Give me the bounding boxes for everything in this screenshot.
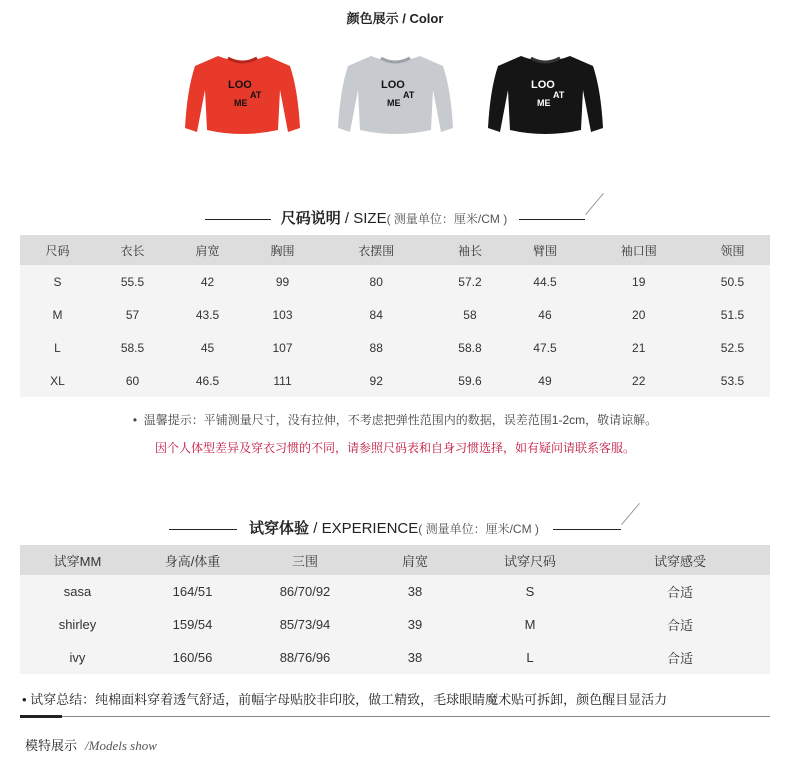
section-divider	[20, 716, 770, 717]
experience-header-cell: 肩宽	[401, 553, 428, 569]
header-left-line	[205, 219, 271, 220]
size-title-cn: 尺码说明	[280, 210, 341, 227]
table-cell: M	[524, 617, 536, 632]
section-divider-accent	[20, 715, 62, 718]
size-note	[0, 411, 790, 428]
black-sweater-image	[483, 50, 608, 140]
experience-title-cn: 试穿体验	[249, 520, 310, 537]
table-cell: 57	[125, 307, 140, 322]
table-cell: 55.5	[120, 274, 145, 289]
svg-text:AT: AT	[403, 90, 415, 100]
table-cell: 43.5	[195, 307, 220, 322]
size-header-cell: 肩宽	[195, 243, 220, 258]
svg-text:LOO: LOO	[228, 79, 252, 91]
size-warning: 因个人体型差异及穿衣习惯的不同，请参照尺码表和自身习惯选择，如有疑问请联系客服。	[154, 441, 635, 455]
table-cell: 99	[275, 274, 290, 289]
experience-section-header	[0, 517, 790, 538]
size-header-cell: 领围	[720, 243, 745, 258]
table-cell: 合适	[666, 651, 693, 666]
table-cell: 42	[200, 274, 215, 289]
svg-text:AT: AT	[250, 90, 262, 100]
table-cell: S	[53, 274, 62, 289]
table-cell: 58.5	[120, 340, 145, 355]
table-cell: 38	[407, 650, 423, 665]
table-cell: 60	[125, 373, 140, 388]
size-header-cell: 衣摆围	[358, 243, 395, 258]
models-title-en: /Models show	[85, 738, 157, 753]
table-cell: 39	[407, 617, 423, 632]
table-cell: shirley	[58, 617, 97, 632]
svg-text:ME: ME	[234, 98, 248, 108]
header-right-line	[553, 529, 621, 530]
experience-header-cell: 试穿MM	[53, 553, 102, 569]
bullet-icon: •	[132, 413, 144, 427]
table-cell: 164/51	[172, 584, 213, 599]
experience-table	[20, 545, 770, 674]
table-cell: 107	[272, 340, 293, 355]
size-header-cell: 尺码	[45, 243, 70, 258]
table-cell: M	[52, 307, 63, 322]
table-cell: 58	[463, 307, 477, 322]
size-header-cell: 臂围	[532, 243, 557, 258]
experience-title-en: / EXPERIENCE	[309, 520, 419, 537]
table-cell: 52.5	[720, 340, 745, 355]
table-cell: L	[54, 340, 61, 355]
table-cell: 合适	[666, 618, 693, 633]
size-header-cell: 胸围	[270, 243, 295, 258]
table-cell: 22	[632, 373, 646, 388]
size-note-text: 温馨提示：平铺测量尺寸，没有拉伸，不考虑把弹性范围内的数据，误差范围1-2cm，敬请谅解。	[143, 413, 658, 427]
table-cell: XL	[50, 373, 65, 388]
table-cell: 51.5	[720, 307, 745, 322]
table-cell: S	[525, 584, 535, 599]
table-cell: 103	[272, 307, 293, 322]
table-cell: 59.6	[458, 373, 482, 388]
size-header-cell: 袖口围	[620, 243, 657, 258]
size-table	[20, 235, 770, 397]
table-cell: 38	[407, 584, 423, 599]
table-cell: sasa	[63, 584, 92, 599]
table-cell: 46.5	[195, 373, 220, 388]
experience-unit: ( 测量单位：厘米/CM )	[418, 522, 539, 536]
table-cell: 84	[369, 307, 383, 322]
bullet-icon: •	[22, 692, 31, 707]
svg-text:LOO: LOO	[531, 79, 555, 91]
experience-header-cell: 试穿感受	[653, 553, 706, 569]
table-cell: 45	[200, 340, 215, 355]
header-left-line	[169, 529, 237, 530]
table-cell: 159/54	[172, 617, 213, 632]
svg-text:AT: AT	[553, 90, 565, 100]
table-cell: 47.5	[533, 340, 557, 355]
table-cell: 53.5	[720, 373, 745, 388]
experience-summary-text: 试穿总结：纯棉面料穿着透气舒适，前幅字母贴胶非印胶，做工精致，毛球眼睛魔术贴可拆卸，颜色醒目显活力	[30, 692, 668, 707]
svg-text:LOO: LOO	[381, 79, 405, 91]
table-cell: 111	[273, 373, 292, 388]
table-cell: 80	[369, 274, 383, 289]
table-cell: 合适	[666, 585, 693, 600]
grey-sweater-image	[333, 50, 458, 140]
table-row	[20, 265, 770, 298]
table-row	[20, 364, 770, 397]
table-cell: 58.8	[458, 340, 482, 355]
size-section-header	[0, 207, 790, 228]
red-sweater-image	[180, 50, 305, 140]
table-cell: 85/73/94	[279, 617, 331, 632]
experience-summary	[22, 689, 667, 708]
table-cell: 57.2	[458, 274, 482, 289]
experience-header-cell: 身高/体重	[164, 553, 221, 569]
table-cell: 86/70/92	[279, 584, 331, 599]
table-row	[20, 575, 770, 608]
table-cell: 92	[369, 373, 383, 388]
size-table-header-row	[20, 235, 770, 265]
table-cell: 49	[538, 373, 552, 388]
table-cell: 46	[538, 307, 552, 322]
experience-table-header-row	[20, 545, 770, 575]
table-cell: ivy	[69, 650, 86, 665]
size-header-cell: 衣长	[120, 243, 145, 258]
table-row	[20, 608, 770, 641]
table-cell: 88	[369, 340, 383, 355]
size-header-cell: 袖长	[457, 243, 482, 258]
size-unit: ( 测量单位：厘米/CM )	[386, 212, 508, 226]
table-row	[20, 331, 770, 364]
table-cell: 88/76/96	[279, 650, 331, 665]
table-cell: 44.5	[533, 274, 557, 289]
table-cell: 50.5	[720, 274, 745, 289]
color-section-title: 颜色展示 / Color	[346, 11, 444, 26]
svg-text:ME: ME	[387, 98, 401, 108]
table-cell: 160/56	[172, 650, 213, 665]
table-cell: 19	[632, 274, 646, 289]
experience-header-cell: 三围	[291, 553, 318, 569]
svg-text:ME: ME	[537, 98, 551, 108]
models-title-cn: 模特展示	[25, 738, 78, 753]
table-cell: 20	[632, 307, 646, 322]
table-cell: L	[526, 650, 534, 665]
size-title-en: / SIZE	[340, 210, 387, 227]
header-right-line	[519, 219, 585, 220]
table-row	[20, 641, 770, 674]
models-section-title	[25, 735, 157, 754]
table-row	[20, 298, 770, 331]
experience-header-cell: 试穿尺码	[503, 553, 556, 569]
table-cell: 21	[632, 340, 646, 355]
